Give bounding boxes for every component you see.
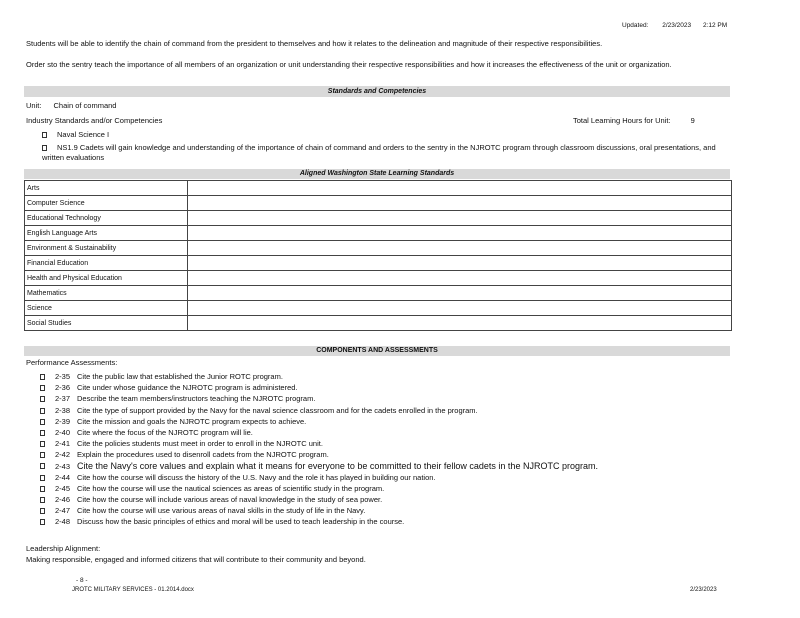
- list-item: [40, 405, 598, 416]
- subject-label: Science: [25, 301, 188, 316]
- assessment-number: 2-36: [55, 383, 71, 393]
- list-item: [40, 483, 598, 494]
- assessment-number: 2-38: [55, 405, 71, 415]
- updated-stamp: [622, 22, 727, 29]
- bullet-icon: [42, 145, 47, 151]
- assessment-text: Cite the public law that established the Junior ROTC program.: [77, 372, 283, 381]
- subject-cell[interactable]: [188, 226, 732, 241]
- subject-cell[interactable]: [188, 301, 732, 316]
- total-hours: [573, 116, 695, 126]
- subject-cell[interactable]: [188, 181, 732, 196]
- list-item: [40, 416, 598, 427]
- assessment-text: Cite how the course will use the nautical sciences as areas of scientific study in the program.: [77, 483, 385, 493]
- subject-cell[interactable]: [188, 256, 732, 271]
- bullet-icon: [40, 452, 45, 458]
- bullet-icon: [40, 475, 45, 481]
- page-number: - 8 -: [76, 577, 88, 584]
- aligned-standards-title: Aligned Washington State Learning Standards: [299, 170, 455, 177]
- assessment-number: 2-44: [55, 472, 71, 482]
- updated-label: Updated:: [622, 22, 649, 29]
- list-item: [40, 472, 598, 483]
- intro-objective-1: Students will be able to identify the chain of command from the president to themselves and how it relates to the delineation and magnitude of their respective responsibilities.: [26, 39, 603, 48]
- table-row: [25, 301, 732, 316]
- components-band-title: COMPONENTS AND ASSESSMENTS: [316, 347, 438, 354]
- list-item: [40, 438, 598, 449]
- table-row: [25, 196, 732, 211]
- subject-cell[interactable]: [188, 286, 732, 301]
- total-hours-label: Total Learning Hours for Unit:: [573, 116, 671, 125]
- subject-cell[interactable]: [188, 196, 732, 211]
- list-item: [40, 371, 598, 382]
- list-item: [40, 382, 598, 393]
- table-row: [25, 316, 732, 331]
- assessment-text: Cite the mission and goals the NJROTC program expects to achieve.: [77, 416, 307, 426]
- bullet-icon: [40, 441, 45, 447]
- assessment-number: 2-48: [55, 517, 71, 527]
- assessment-number: 2-46: [55, 495, 71, 505]
- standards-band-title: Standards and Competencies: [327, 88, 427, 95]
- unit-line: [26, 101, 116, 111]
- assessment-text: Cite the type of support provided by the Navy for the naval science classroom and for the cadets enrolled in the program.: [77, 405, 478, 415]
- performance-label: Performance Assessments:: [26, 358, 118, 367]
- subject-label: Arts: [25, 181, 188, 196]
- bullet-icon: [42, 132, 47, 138]
- table-row: [25, 211, 732, 226]
- industry-item-text: Naval Science I: [57, 130, 110, 139]
- assessment-number: 2-37: [55, 394, 71, 404]
- bullet-icon: [40, 396, 45, 402]
- bullet-icon: [40, 519, 45, 525]
- updated-date: 2/23/2023: [662, 22, 692, 29]
- subject-cell[interactable]: [188, 241, 732, 256]
- industry-label: Industry Standards and/or Competencies: [26, 116, 163, 125]
- footer-date: 2/23/2023: [690, 587, 717, 593]
- assessment-text: Explain the procedures used to disenroll cadets from the NJROTC program.: [77, 450, 329, 460]
- assessment-text: Cite where the focus of the NJROTC program will lie.: [77, 427, 253, 437]
- industry-item: [42, 143, 722, 163]
- subject-label: Mathematics: [25, 286, 188, 301]
- subject-cell[interactable]: [188, 316, 732, 331]
- aligned-standards-band: [24, 169, 730, 179]
- assessment-text: Cite the Navy's core values and explain what it means for everyone to be committed to their fellow cadets in the NJROTC program.: [77, 460, 598, 471]
- table-row: [25, 286, 732, 301]
- subject-label: Health and Physical Education: [25, 271, 188, 286]
- unit-value: Chain of command: [53, 101, 117, 110]
- assessment-number: 2-47: [55, 506, 71, 516]
- assessment-text: Describe the team members/instructors teaching the NJROTC program.: [77, 394, 316, 404]
- list-item: [40, 494, 598, 505]
- assessment-number: 2-39: [55, 416, 71, 426]
- bullet-icon: [40, 408, 45, 414]
- assessment-text: Cite how the course will use various areas of naval skills in the study of life in the Navy.: [77, 506, 366, 516]
- bullet-icon: [40, 508, 45, 514]
- subject-label: English Language Arts: [25, 226, 188, 241]
- subject-label: Educational Technology: [25, 211, 188, 226]
- total-hours-value: 9: [690, 116, 695, 125]
- updated-time: 2:12 PM: [702, 22, 728, 29]
- bullet-icon: [40, 374, 45, 380]
- assessment-text: Cite how the course will discuss the history of the U.S. Navy and the role it has played in building our nation.: [77, 472, 436, 482]
- subjects-table: [24, 180, 732, 331]
- list-item: [40, 461, 598, 472]
- list-item: [40, 393, 598, 404]
- assessment-number: 2-41: [55, 439, 71, 449]
- table-row: [25, 256, 732, 271]
- intro-objective-2: Order sto the sentry teach the importance of all members of an organization or unit understanding their respective responsibilities and how it increases the effectiveness of the unit or organization.: [26, 60, 672, 69]
- list-item: [40, 449, 598, 460]
- bullet-icon: [40, 463, 45, 469]
- table-row: [25, 271, 732, 286]
- subject-cell[interactable]: [188, 211, 732, 226]
- industry-item: [42, 130, 109, 140]
- bullet-icon: [40, 419, 45, 425]
- bullet-icon: [40, 385, 45, 391]
- standards-band: [24, 86, 730, 97]
- assessment-text: Cite the policies students must meet in order to enroll in the NJROTC unit.: [77, 439, 323, 449]
- subject-cell[interactable]: [188, 271, 732, 286]
- bullet-icon: [40, 497, 45, 503]
- leadership-label: Leadership Alignment:: [26, 544, 101, 553]
- table-row: [25, 241, 732, 256]
- list-item: [40, 427, 598, 438]
- footer-filename: JROTC MILITARY SERVICES - 01.2014.docx: [72, 587, 194, 593]
- subject-label: Environment & Sustainability: [25, 241, 188, 256]
- subject-label: Social Studies: [25, 316, 188, 331]
- assessment-text: Cite how the course will include various areas of naval knowledge in the study of sea power.: [77, 495, 383, 505]
- components-band: [24, 346, 730, 356]
- assessment-number: 2-42: [55, 450, 71, 460]
- subject-label: Financial Education: [25, 256, 188, 271]
- unit-label: Unit:: [26, 101, 42, 110]
- list-item: [40, 516, 598, 527]
- industry-item-text: NS1.9 Cadets will gain knowledge and understanding of the importance of chain of command and orders to the sentry in the NJROTC program through classroom discussions, oral presentations, and written evaluations: [42, 143, 716, 162]
- bullet-icon: [40, 486, 45, 492]
- assessment-text: Cite under whose guidance the NJROTC program is administered.: [77, 383, 298, 393]
- assessment-number: 2-40: [55, 427, 71, 437]
- leadership-text: Making responsible, engaged and informed citizens that will contribute to their community and beyond.: [26, 555, 366, 564]
- bullet-icon: [40, 430, 45, 436]
- table-row: [25, 226, 732, 241]
- assessment-number: 2-35: [55, 372, 71, 381]
- assessment-number: 2-45: [55, 483, 71, 493]
- subject-label: Computer Science: [25, 196, 188, 211]
- table-row: [25, 181, 732, 196]
- list-item: [40, 505, 598, 516]
- assessment-number: 2-43: [55, 461, 71, 471]
- assessment-list: [40, 371, 598, 528]
- assessment-text: Discuss how the basic principles of ethics and moral will be used to teach leadership in the course.: [77, 517, 405, 527]
